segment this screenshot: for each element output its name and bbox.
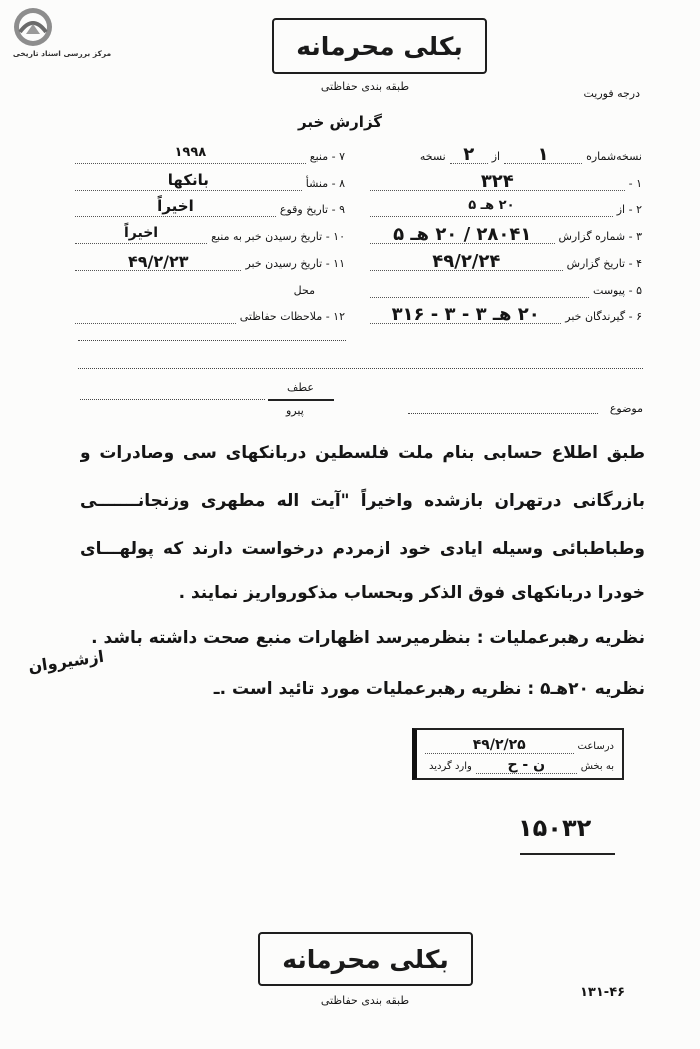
field-value: ۳۲۴: [480, 171, 514, 192]
field-value-line: [75, 252, 241, 271]
archive-logo-icon: [12, 6, 54, 48]
copy-number-row: [370, 140, 642, 164]
divider: [78, 368, 643, 369]
divider: [80, 399, 265, 400]
form-row: [370, 247, 642, 271]
classification-stamp-bottom: بکلی محرمانه: [258, 932, 473, 986]
copy-suffix: نسخه: [419, 150, 446, 163]
field-label: ۶ - گیرندگان خبر: [565, 310, 642, 323]
form-row: [370, 274, 642, 298]
form-row: [370, 300, 642, 324]
copy-total-field: [450, 144, 488, 165]
receipt-suffix: وارد گردید: [429, 761, 472, 772]
field-value-line: [370, 283, 589, 298]
form-row: [75, 274, 345, 298]
receipt-section-line: [425, 754, 614, 774]
classification-label: طبقه بندی حفاظتی: [320, 80, 410, 93]
receipt-section-value: ن - ح: [507, 757, 546, 773]
field-value: ۴۹/۲/۲۴: [432, 251, 501, 272]
form-row: [75, 247, 345, 271]
field-value: ۴۹/۲/۲۳: [127, 252, 189, 271]
receipt-time-line: [425, 734, 614, 754]
receipt-time-field: [425, 739, 574, 754]
field-label: ۷ - منبع: [309, 150, 345, 163]
field-value-line: [75, 171, 302, 191]
body-line: خودرا دربانکهای فوق الذکر وبحساب مذکورواریز نمایند .: [178, 583, 645, 603]
field-label: ۴ - تاریخ گزارش: [566, 257, 642, 270]
field-value: ۲۰ هـ ۳ - ۳ - ۳۱۶: [391, 304, 540, 325]
field-label: ۲ - از: [616, 203, 642, 216]
copy-number: ۱: [537, 144, 549, 165]
field-value: ۱۹۹۸: [174, 145, 207, 160]
field-label: ۵ - پیوست: [593, 284, 642, 297]
copy-label: نسخه‌شماره: [586, 150, 642, 163]
field-value-line: [370, 224, 555, 245]
form-row: [370, 220, 642, 244]
field-label: محل: [293, 284, 315, 297]
receipt-time-value: ۴۹/۲/۲۵: [472, 737, 526, 753]
copy-total: ۲: [463, 144, 475, 165]
section-opinion: نظریه ۲۰هـ۵ : نظریه رهبرعملیات مورد تائید است .ـ: [213, 679, 645, 699]
field-value: ۲۰ هـ ۵: [468, 198, 515, 213]
field-label: ۱۲ - ملاحظات حفاظتی: [239, 310, 345, 323]
receipt-section-label: به بخش: [580, 761, 614, 772]
divider: [268, 399, 334, 401]
form-row: [370, 167, 642, 191]
archive-number: ۱۵۰۳۲: [518, 814, 592, 842]
logo-caption: مرکز بررسی اسناد تاریخی: [12, 49, 112, 58]
field-value-line: [75, 145, 306, 164]
field-value-line: [75, 309, 236, 324]
field-value: اخیراً: [123, 225, 159, 241]
form-row: [75, 167, 345, 191]
form-row: [370, 193, 642, 217]
margin-note: ازشیروان: [27, 646, 105, 677]
reference-peyro-label: پیرو: [286, 404, 304, 417]
classification-label-bottom: طبقه بندی حفاظتی: [320, 994, 410, 1007]
page-code: ۱۳۱-۴۶: [580, 985, 626, 1000]
subject-label: موضوع: [609, 402, 643, 415]
field-value-line: [370, 304, 561, 325]
page-title: گزارش خبر: [297, 113, 383, 131]
receipt-section-field: [476, 759, 577, 774]
divider: [408, 413, 598, 414]
field-value: اخیراً: [157, 197, 194, 215]
divider: [78, 340, 346, 341]
field-label: ۱ -: [628, 177, 642, 190]
field-label: ۱۰ - تاریخ رسیدن خبر به منبع: [211, 230, 345, 243]
form-row: [75, 300, 345, 324]
body-line: طبق اطلاع حسابی بنام ملت فلسطین دربانکهای سی وصادرات و: [80, 443, 645, 463]
copy-of-label: از: [491, 150, 501, 163]
form-row: [75, 140, 345, 164]
reference-atf-label: عطف: [287, 381, 314, 394]
copy-number-field: [504, 144, 582, 165]
field-value: بانکها: [167, 171, 209, 189]
form-row: [75, 193, 345, 217]
field-value-line: [370, 251, 563, 272]
body-line: وطباطبائی وسیله ایادی خود ازمردم درخواست دارند که پولهـــای: [80, 539, 645, 559]
field-value-line: [75, 283, 290, 298]
operations-opinion: نظریه رهبرعملیات : بنظرمیرسد اظهارات منبع صحت داشته باشد .: [91, 628, 645, 648]
field-value-line: [370, 198, 613, 217]
field-value-line: [75, 197, 276, 217]
field-label: ۹ - تاریخ وقوع: [279, 203, 345, 216]
form-row: [75, 220, 345, 244]
archive-number-underline: [520, 853, 615, 855]
urgency-label: درجه فوریت: [583, 87, 640, 100]
field-label: ۳ - شماره گزارش: [558, 230, 642, 243]
receipt-stamp: [412, 728, 624, 780]
body-line: بازرگانی درتهران بازشده واخیراً "آیت اله مطهری وزنجانـــــــی: [80, 491, 645, 511]
field-label: ۸ - منشأ: [305, 177, 345, 190]
field-label: ۱۱ - تاریخ رسیدن خبر: [245, 257, 345, 270]
classification-stamp: بکلی محرمانه: [272, 18, 487, 74]
field-value-line: [370, 171, 625, 192]
field-value: ۲۸۰۴۱ / ۲۰ هـ ۵: [393, 224, 532, 245]
receipt-time-label: درساعت: [577, 741, 614, 752]
field-value-line: [75, 225, 207, 244]
